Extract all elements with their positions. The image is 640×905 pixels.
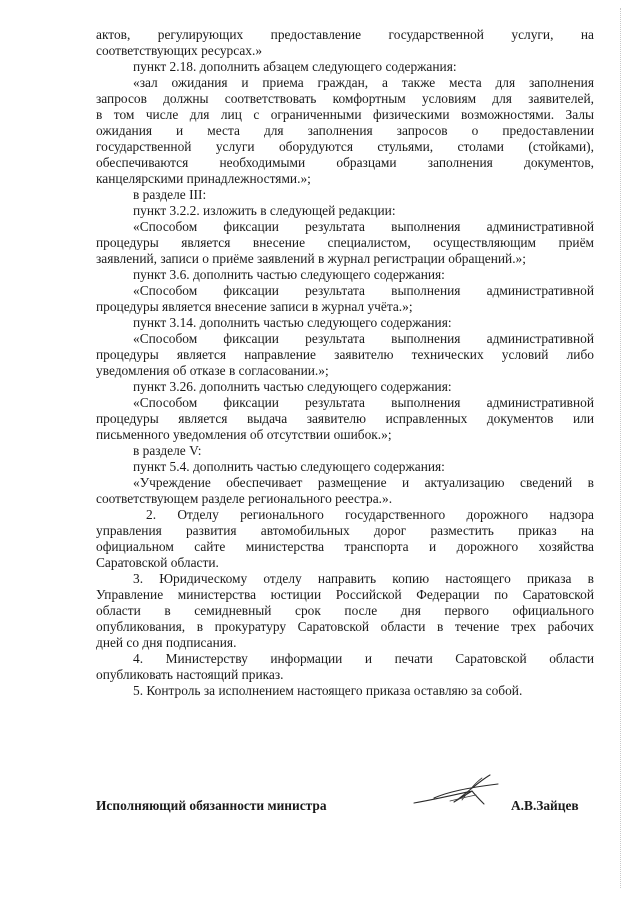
text-line: пункт 3.2.2. изложить в следующей редакции: xyxy=(133,203,396,218)
text-line: процедуры является внесение специалистом, осуществляющим приём xyxy=(96,235,594,250)
text-line: канцелярскими принадлежностями.»; xyxy=(96,171,311,186)
text-line: 2. Отделу регионального государственного дорожного надзора xyxy=(146,507,594,522)
text-line: процедуры является выдача заявителю исправленных документов или xyxy=(96,411,594,426)
text-line: уведомления об отказе в согласовании.»; xyxy=(96,363,329,378)
text-line: Управление министерства юстиции Российской Федерации по Саратовской xyxy=(96,587,594,602)
text-line: «Способом фиксации результата выполнения административной xyxy=(133,395,594,410)
text-line: пункт 2.18. дополнить абзацем следующего содержания: xyxy=(133,59,457,74)
text-line: дней со дня подписания. xyxy=(96,635,237,650)
text-line: в разделе V: xyxy=(133,443,202,458)
text-line: соответствующих ресурсах.» xyxy=(96,43,263,58)
signatory-title: Исполняющий обязанности министра xyxy=(96,798,327,813)
text-line: опубликования, в прокуратуру Саратовской области в течение трех рабочих xyxy=(96,619,594,634)
scan-edge-line xyxy=(620,8,621,888)
text-line: государственной услуги оборудуются стульями, столами (стойками), xyxy=(96,139,594,154)
text-line: процедуры является направление заявителю технических условий либо xyxy=(96,347,594,362)
signatory-name: А.В.Зайцев xyxy=(511,798,579,813)
text-line: в разделе III: xyxy=(133,187,207,202)
text-line: письменного уведомления об отсутствии ошибок.»; xyxy=(96,427,392,442)
text-line: опубликовать настоящий приказ. xyxy=(96,667,284,682)
text-line: «Способом фиксации результата выполнения административной xyxy=(133,219,594,234)
text-line: процедуры является внесение записи в журнал учёта.»; xyxy=(96,299,413,314)
text-line: официальном сайте министерства транспорта и дорожного хозяйства xyxy=(96,539,594,554)
text-line: актов, регулирующих предоставление государственной услуги, на xyxy=(96,27,594,42)
text-line: Саратовской области. xyxy=(96,555,219,570)
text-line: пункт 3.26. дополнить частью следующего содержания: xyxy=(133,379,452,394)
text-line: запросов должны соответствовать комфортным условиям для заявителей, xyxy=(96,91,594,106)
text-line: заявлений, записи о приёме заявлений в журнал регистрации обращений.»; xyxy=(96,251,526,266)
text-line: области в семидневный срок после дня первого официального xyxy=(96,603,594,618)
text-line: 5. Контроль за исполнением настоящего приказа оставляю за собой. xyxy=(133,683,523,698)
text-line: «Способом фиксации результата выполнения административной xyxy=(133,283,594,298)
text-line: соответствующем разделе регионального реестра.». xyxy=(96,491,393,506)
handwritten-signature xyxy=(410,770,502,812)
text-line: обеспечиваются необходимыми образцами заполнения документов, xyxy=(96,155,594,170)
text-line: пункт 3.6. дополнить частью следующего содержания: xyxy=(133,267,445,282)
text-line: ожидания и места для заполнения запросов о предоставлении xyxy=(96,123,594,138)
text-line: управления развития автомобильных дорог разместить приказ на xyxy=(96,523,594,538)
text-line: 4. Министерству информации и печати Саратовской области xyxy=(133,651,594,666)
document-body xyxy=(96,27,594,699)
text-line: «Способом фиксации результата выполнения административной xyxy=(133,331,594,346)
text-line: «зал ожидания и приема граждан, а также места для заполнения xyxy=(133,75,594,90)
text-line: пункт 3.14. дополнить частью следующего содержания: xyxy=(133,315,452,330)
text-line: пункт 5.4. дополнить частью следующего содержания: xyxy=(133,459,445,474)
text-line: в том числе для лиц с ограниченными физическими возможностями. Залы xyxy=(96,107,594,122)
text-line: «Учреждение обеспечивает размещение и актуализацию сведений в xyxy=(133,475,594,490)
text-line: 3. Юридическому отделу направить копию настоящего приказа в xyxy=(133,571,594,586)
